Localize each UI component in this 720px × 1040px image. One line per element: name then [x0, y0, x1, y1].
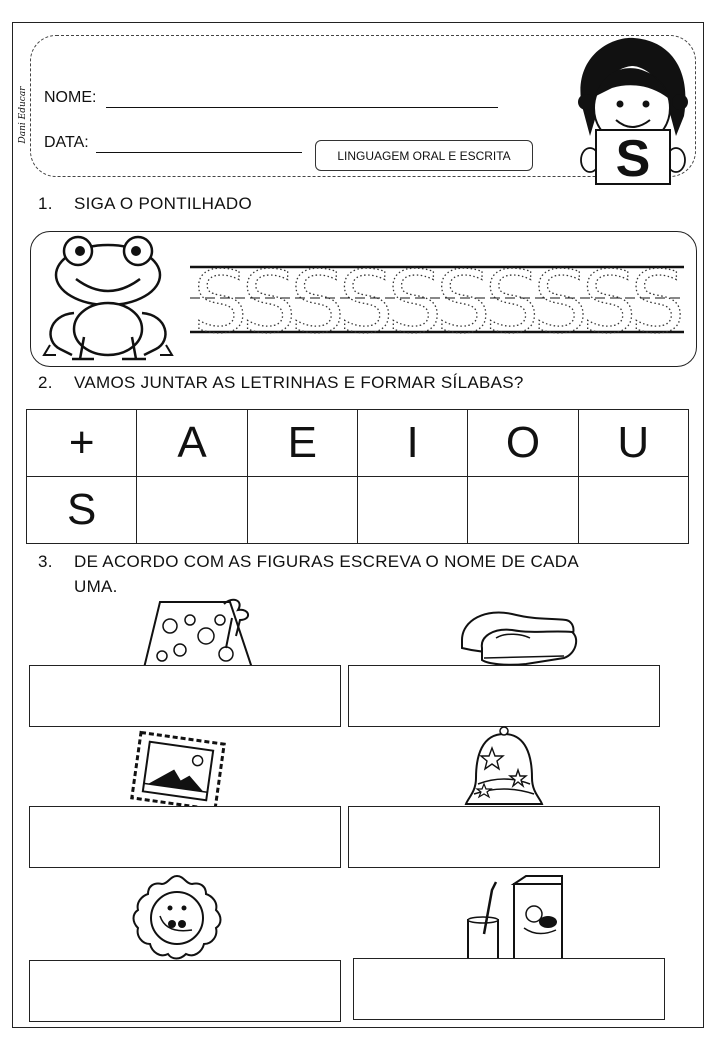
syllable-table — [26, 409, 689, 544]
question-3-line-2: UMA. — [74, 577, 118, 596]
stamp-icon — [130, 730, 226, 812]
name-field[interactable] — [44, 89, 96, 107]
trace-letter: S — [533, 253, 588, 353]
date-field[interactable] — [44, 134, 89, 152]
vowel-cell-u: U — [578, 410, 688, 477]
trace-letter: S — [241, 253, 297, 353]
vowel-cell-o: O — [468, 410, 578, 477]
date-line[interactable] — [96, 152, 302, 153]
trace-letter: S — [290, 253, 345, 353]
syllable-answer-sa[interactable] — [137, 477, 247, 544]
syllable-answer-se[interactable] — [247, 477, 357, 544]
question-2-number: 2. — [38, 373, 53, 392]
answer-box-juice[interactable] — [353, 958, 665, 1020]
name-label: NOME: — [44, 89, 97, 106]
answer-box-sun[interactable] — [29, 960, 341, 1022]
trace-letter: S — [436, 253, 491, 353]
frog-icon — [38, 233, 178, 365]
answer-box-skirt[interactable] — [29, 665, 341, 727]
question-3 — [38, 552, 698, 600]
question-1-number: 1. — [38, 194, 53, 213]
plus-cell: + — [27, 410, 137, 477]
trace-letter: S — [630, 253, 685, 353]
subject-badge: LINGUAGEM ORAL E ESCRITA — [315, 140, 533, 171]
table-row — [27, 410, 689, 477]
question-3-number: 3. — [38, 552, 53, 571]
trace-letter: S — [387, 253, 442, 353]
shoes-icon — [456, 598, 580, 668]
trace-letter: S — [581, 253, 637, 353]
tracing-lines[interactable] — [190, 253, 685, 353]
vowel-cell-i: I — [357, 410, 467, 477]
trace-letter: S — [338, 253, 394, 353]
answer-box-stamp[interactable] — [29, 806, 341, 868]
table-row — [27, 477, 689, 544]
question-1 — [38, 194, 638, 216]
skirt-icon — [140, 596, 262, 672]
trace-letter: S — [484, 253, 540, 353]
syllable-answer-so[interactable] — [468, 477, 578, 544]
sun-icon — [122, 872, 232, 964]
question-3-line-1: DE ACORDO COM AS FIGURAS ESCREVA O NOME DE CADA — [74, 552, 579, 571]
question-2-text: VAMOS JUNTAR AS LETRINHAS E FORMAR SÍLABAS? — [74, 373, 524, 392]
girl-icon — [572, 36, 692, 186]
vowel-cell-a: A — [137, 410, 247, 477]
question-2 — [38, 373, 698, 395]
name-line[interactable] — [106, 107, 498, 108]
answer-box-bell[interactable] — [348, 806, 660, 868]
syllable-answer-si[interactable] — [357, 477, 467, 544]
question-1-text: SIGA O PONTILHADO — [74, 194, 252, 213]
vowel-cell-e: E — [247, 410, 357, 477]
trace-letter: S — [193, 253, 248, 353]
brand-mark: Dani Educar — [18, 86, 28, 144]
syllable-answer-su[interactable] — [578, 477, 688, 544]
badge-letter: S — [615, 130, 651, 188]
date-label: DATA: — [44, 134, 89, 151]
consonant-cell: S — [27, 477, 137, 544]
answer-box-shoes[interactable] — [348, 665, 660, 727]
